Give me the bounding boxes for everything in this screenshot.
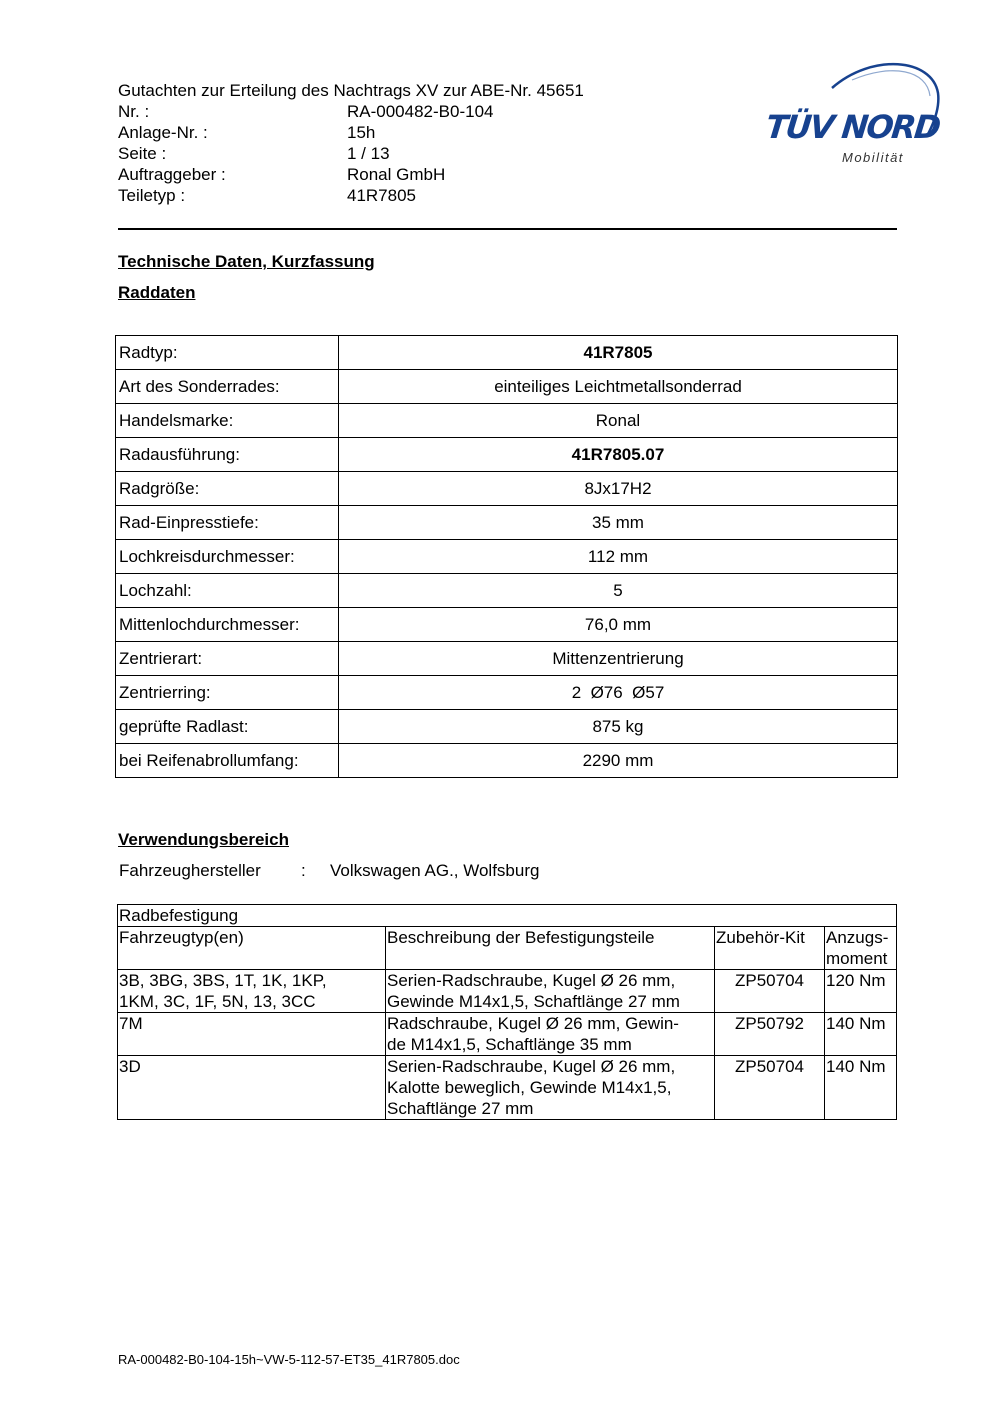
row-label: Handelsmarke:: [116, 404, 339, 438]
header-label: Auftraggeber :: [118, 165, 226, 184]
description-cell: Radschraube, Kugel Ø 26 mm, Gewin- de M14x1,5, Schaftlänge 35 mm: [386, 1013, 715, 1056]
row-label: Zentrierring:: [116, 676, 339, 710]
row-value: 5: [339, 574, 898, 608]
header-value: RA-000482-B0-104: [347, 102, 494, 121]
section-heading-usage: Verwendungsbereich: [118, 830, 289, 849]
header-row: [118, 164, 584, 185]
header-row: [118, 143, 584, 164]
logo-subtitle: Mobilität: [842, 150, 904, 165]
torque-cell: 140 Nm: [825, 1056, 897, 1120]
header-label: Nr. :: [118, 102, 150, 121]
table-row: [118, 1056, 897, 1120]
column-header: Anzugs- moment: [825, 927, 897, 970]
manufacturer-colon: :: [301, 861, 306, 880]
column-header: Beschreibung der Befestigungsteile: [386, 927, 715, 970]
table-row: [118, 970, 897, 1013]
row-value: 41R7805: [339, 336, 898, 370]
row-value: 41R7805.07: [339, 438, 898, 472]
table-row: [116, 744, 898, 778]
row-label: Zentrierart:: [116, 642, 339, 676]
header-row: [118, 101, 584, 122]
column-header: Zubehör-Kit: [715, 927, 825, 970]
row-label: Radgröße:: [116, 472, 339, 506]
row-value: 112 mm: [339, 540, 898, 574]
table-row: [116, 438, 898, 472]
table-row: [116, 506, 898, 540]
column-header: Fahrzeugtyp(en): [118, 927, 386, 970]
kit-cell: ZP50704: [715, 970, 825, 1013]
section-heading-technical-data: Technische Daten, Kurzfassung: [118, 252, 375, 271]
header-label: Seite :: [118, 144, 167, 163]
row-value: 35 mm: [339, 506, 898, 540]
table-title-cell: Radbefestigung: [118, 905, 897, 927]
description-cell: Serien-Radschraube, Kugel Ø 26 mm, Kalotte beweglich, Gewinde M14x1,5, Schaftlänge 27 mm: [386, 1056, 715, 1120]
row-label: geprüfte Radlast:: [116, 710, 339, 744]
row-label: Rad-Einpresstiefe:: [116, 506, 339, 540]
table-row: [116, 472, 898, 506]
row-label: Art des Sonderrades:: [116, 370, 339, 404]
torque-cell: 140 Nm: [825, 1013, 897, 1056]
table-title-row: [118, 905, 897, 927]
row-value: 875 kg: [339, 710, 898, 744]
row-label: Lochzahl:: [116, 574, 339, 608]
header-row: [118, 185, 584, 206]
table-row: [116, 710, 898, 744]
row-label: Radausführung:: [116, 438, 339, 472]
row-label: Lochkreisdurchmesser:: [116, 540, 339, 574]
kit-cell: ZP50792: [715, 1013, 825, 1056]
header-value: 1 / 13: [347, 144, 390, 163]
vehicle-types-cell: 7M: [118, 1013, 386, 1056]
document-title: Gutachten zur Erteilung des Nachtrags XV zur ABE-Nr. 45651: [118, 81, 584, 100]
row-value: einteiliges Leichtmetallsonderrad: [339, 370, 898, 404]
footer-filename: RA-000482-B0-104-15h~VW-5-112-57-ET35_41R7805.doc: [118, 1352, 460, 1367]
header-divider: [118, 228, 897, 230]
row-label: Mittenlochdurchmesser:: [116, 608, 339, 642]
header-row: [118, 122, 584, 143]
manufacturer-value: Volkswagen AG., Wolfsburg: [330, 861, 540, 880]
table-row: [116, 540, 898, 574]
header-value: Ronal GmbH: [347, 165, 446, 184]
manufacturer-label: Fahrzeughersteller: [119, 861, 261, 880]
header-value: 41R7805: [347, 186, 417, 205]
row-value: 2290 mm: [339, 744, 898, 778]
table-row: [116, 642, 898, 676]
row-value: 8Jx17H2: [339, 472, 898, 506]
description-cell: Serien-Radschraube, Kugel Ø 26 mm, Gewinde M14x1,5, Schaftlänge 27 mm: [386, 970, 715, 1013]
logo-wordmark: TÜV NORD: [764, 108, 941, 146]
table-header-row: [118, 927, 897, 970]
table-row: [116, 608, 898, 642]
table-row: [116, 676, 898, 710]
wheel-data-table: [115, 335, 898, 778]
table-row: [116, 336, 898, 370]
document-header: [118, 80, 584, 206]
table-row: [116, 370, 898, 404]
wheel-fastening-table: [117, 904, 897, 1120]
header-label: Anlage-Nr. :: [118, 123, 208, 142]
row-value: Mittenzentrierung: [339, 642, 898, 676]
row-value: Ronal: [339, 404, 898, 438]
table-row: [118, 1013, 897, 1056]
vehicle-types-cell: 3B, 3BG, 3BS, 1T, 1K, 1KP, 1KM, 3C, 1F, 5N, 13, 3CC: [118, 970, 386, 1013]
table-row: [116, 404, 898, 438]
row-label: Radtyp:: [116, 336, 339, 370]
row-label: bei Reifenabrollumfang:: [116, 744, 339, 778]
header-value: 15h: [347, 123, 376, 142]
section-heading-wheel-data: Raddaten: [118, 283, 196, 302]
row-value: 2 Ø76 Ø57: [339, 676, 898, 710]
row-value: 76,0 mm: [339, 608, 898, 642]
header-label: Teiletyp :: [118, 186, 186, 205]
torque-cell: 120 Nm: [825, 970, 897, 1013]
vehicle-types-cell: 3D: [118, 1056, 386, 1120]
table-row: [116, 574, 898, 608]
kit-cell: ZP50704: [715, 1056, 825, 1120]
tuv-nord-logo: [762, 58, 942, 170]
manufacturer-line: [119, 861, 539, 881]
